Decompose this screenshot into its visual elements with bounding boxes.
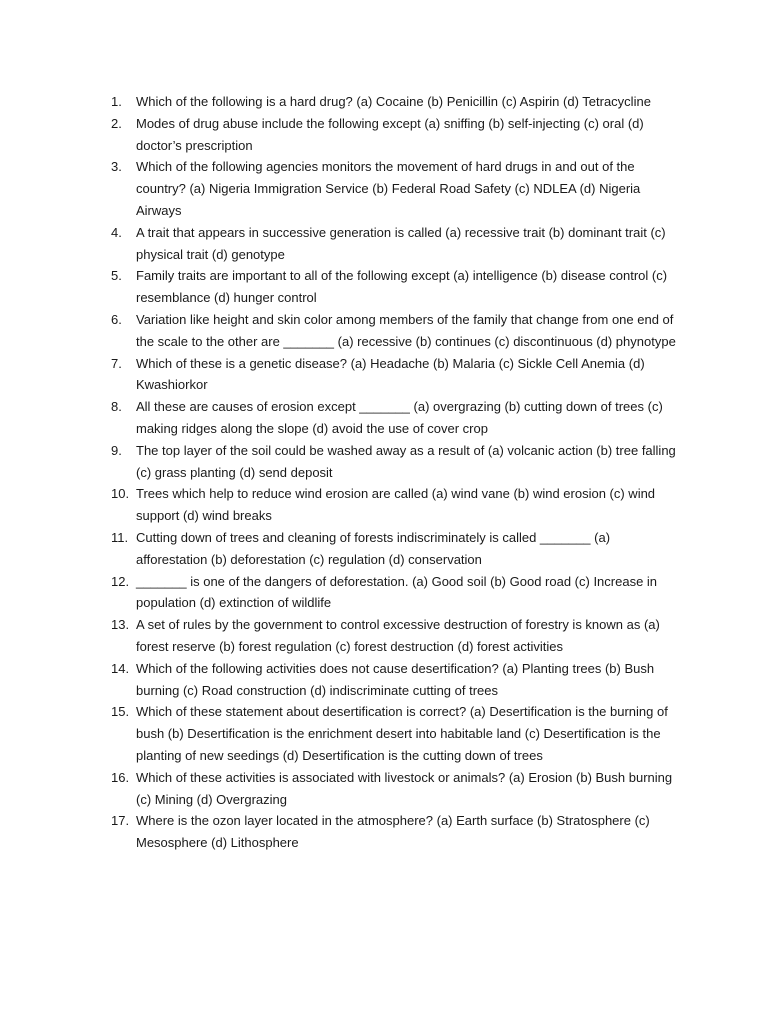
question-number: 5.: [111, 268, 122, 284]
question-item: [111, 483, 681, 527]
question-text: Which of these is a genetic disease? (a) Headache (b) Malaria (c) Sickle Cell Anemia (d) Kwashiorkor: [136, 355, 645, 393]
question-number: 17.: [111, 813, 130, 829]
question-list: [111, 91, 681, 854]
question-number: 2.: [111, 115, 122, 131]
question-text: The top layer of the soil could be washed away as a result of (a) volcanic action (b) tree falling (c) grass planting (d) send deposit: [136, 442, 676, 480]
question-item: [111, 113, 681, 157]
question-item: [111, 265, 681, 309]
question-item: [111, 614, 681, 658]
question-item: [111, 353, 681, 397]
question-item: [111, 527, 681, 571]
question-number: 8.: [111, 399, 122, 415]
question-number: 12.: [111, 573, 130, 589]
question-item: [111, 658, 681, 702]
question-number: 4.: [111, 224, 122, 240]
question-item: [111, 440, 681, 484]
question-number: 1.: [111, 94, 122, 109]
question-text: A set of rules by the government to control excessive destruction of forestry is known as (a) forest reserve (b) forest regulation (c) forest destruction (d) forest activities: [136, 617, 660, 654]
question-text: A trait that appears in successive generation is called (a) recessive trait (b) dominant trait (c) physical trait (d) genotype: [136, 224, 666, 262]
question-number: 15.: [111, 704, 130, 720]
question-number: 3.: [111, 159, 122, 175]
question-item: [111, 767, 681, 811]
question-text: Trees which help to reduce wind erosion are called (a) wind vane (b) wind erosion (c) wind support (d) wind breaks: [136, 486, 656, 524]
question-item: [111, 571, 681, 615]
question-number: 16.: [111, 769, 130, 785]
question-item: [111, 156, 681, 221]
question-number: 9.: [111, 442, 122, 458]
question-item: [111, 810, 681, 854]
question-item: [111, 309, 681, 353]
question-text: Cutting down of trees and cleaning of forests indiscriminately is called _______ (a) afforestation (b) deforestation (c) regulation (d) conservation: [136, 529, 611, 567]
question-text: Variation like height and skin color among members of the family that change from one end of the scale to the other are _______ (a) recessive (b) continues (c) discontinuous (d) phynotype: [136, 311, 676, 349]
question-text: Family traits are important to all of the following except (a) intelligence (b) disease control (c) resemblance (d) hunger control: [136, 268, 668, 306]
question-number: 7.: [111, 355, 122, 371]
question-text: Which of the following activities does not cause desertification? (a) Planting trees (b) Bush burning (c) Road construction (d) indiscriminate cutting of trees: [136, 660, 655, 698]
question-text: Which of these statement about desertification is correct? (a) Desertification is the burning of bush (b) Desertification is the enrichment desert into habitable land (c) Desertification is the planting of new seedings (d) Desertification is the cutting down of trees: [136, 704, 668, 763]
question-text: Which of these activities is associated with livestock or animals? (a) Erosion (b) Bush burning (c) Mining (d) Overgrazing: [136, 769, 673, 807]
question-number: 11.: [111, 529, 129, 545]
question-number: 6.: [111, 311, 122, 327]
question-text: Modes of drug abuse include the following except (a) sniffing (b) self-injecting (c) oral (d) doctor’s prescription: [136, 115, 644, 153]
question-item: [111, 701, 681, 766]
question-item: [111, 222, 681, 266]
question-number: 14.: [111, 660, 130, 676]
question-text: All these are causes of erosion except _______ (a) overgrazing (b) cutting down of trees (c) making ridges along the slope (d) avoid the use of cover crop: [136, 399, 663, 436]
question-text: Which of the following agencies monitors the movement of hard drugs in and out of the country? (a) Nigeria Immigration Service (b) Federal Road Safety (c) NDLEA (d) Nigeria Airways: [136, 159, 641, 218]
question-text: _______ is one of the dangers of deforestation. (a) Good soil (b) Good road (c) Increase in population (d) extinction of wildlife: [136, 573, 658, 611]
question-number: 13.: [111, 617, 130, 633]
question-text: Which of the following is a hard drug? (a) Cocaine (b) Penicillin (c) Aspirin (d) Tetracycline: [136, 94, 651, 109]
question-item: [111, 396, 681, 440]
question-item: [111, 91, 681, 113]
question-number: 10.: [111, 486, 130, 502]
question-text: Where is the ozon layer located in the atmosphere? (a) Earth surface (b) Stratosphere (c) Mesosphere (d) Lithosphere: [136, 813, 650, 851]
